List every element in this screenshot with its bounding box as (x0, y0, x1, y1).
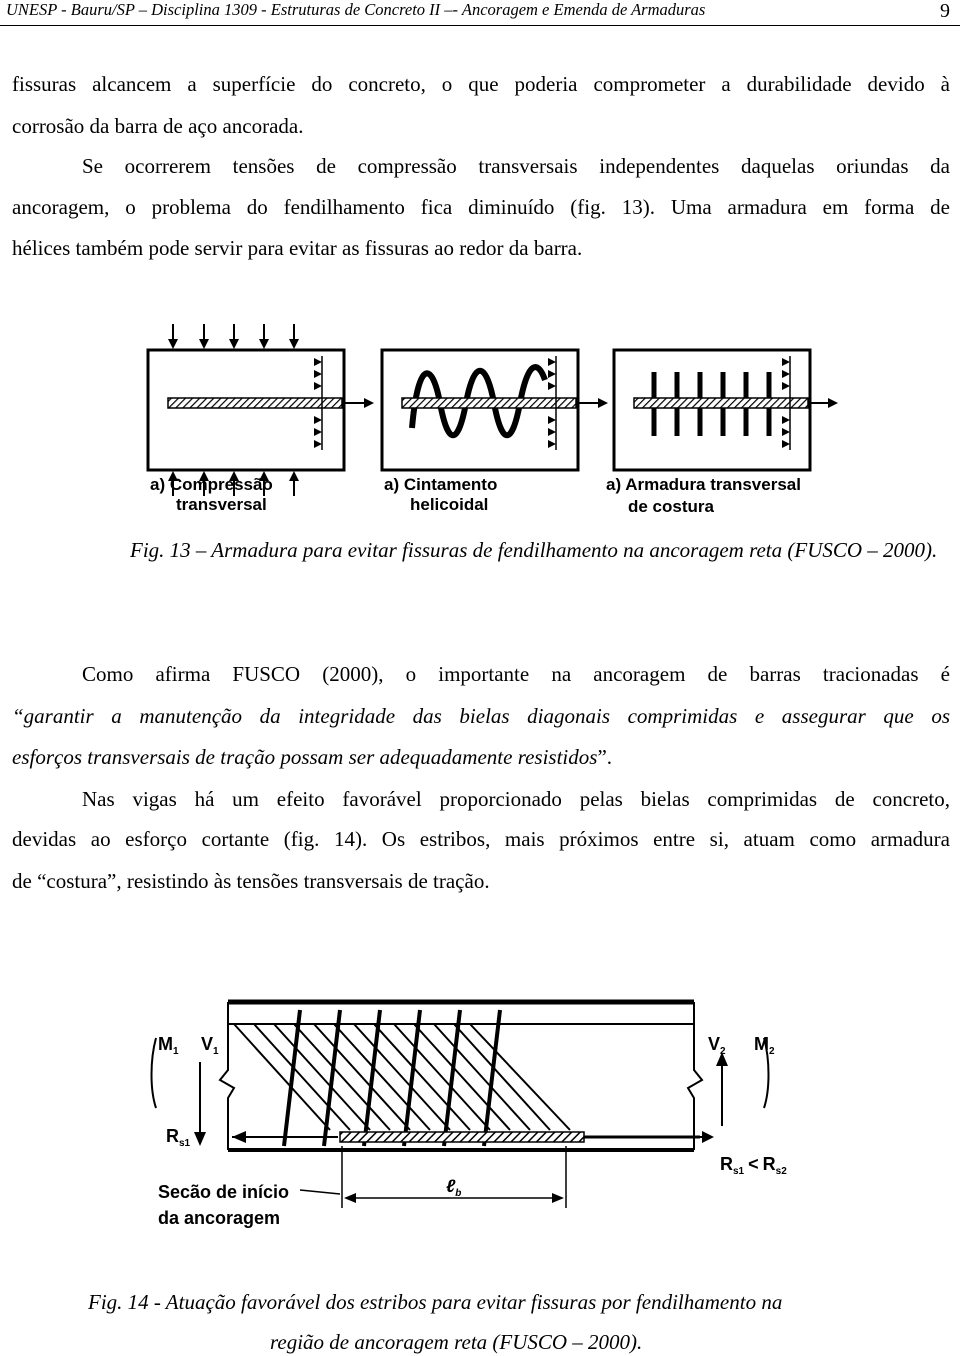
paragraph1-line2: corrosão da barra de aço ancorada. (12, 114, 304, 138)
page-header (0, 0, 960, 22)
fig13-label-2a: a) Cintamento (384, 475, 498, 494)
fig14-rs-compare-label: $R_{s1} < R_{s2}$ (720, 1154, 787, 1177)
fig13-label-1b: transversal (176, 495, 267, 514)
paragraph3-closing: ”. (597, 745, 613, 769)
paragraph3-line3 (12, 745, 950, 769)
fig14-section-label-1: Secão de início (158, 1182, 290, 1202)
header-rule (0, 25, 960, 26)
paragraph3-line1: Como afirma FUSCO (2000), o importante na ancoragem de barras tracionadas é (82, 662, 950, 686)
paragraph2-line1: Se ocorrerem tensões de compressão transversais independentes daquelas oriundas da (82, 154, 950, 178)
paragraph4-line2: devidas ao esforço cortante (fig. 14). Os estribos, mais próximos entre si, atuam como armadura (12, 827, 950, 851)
paragraph1-line1: fissuras alcancem a superfície do concreto, o que poderia comprometer a durabilidade devido à (12, 72, 950, 96)
fig13-label-1a: a) Compressão (150, 475, 273, 494)
fig14-rs1-label: $R_{s1}$ (166, 1126, 191, 1149)
fig14-lb-right-head (552, 1193, 564, 1203)
figure-13-drawing (0, 300, 960, 530)
figure-14-caption-line1: Fig. 14 - Atuação favorável dos estribos para evitar fissuras por fendilhamento na (88, 1290, 783, 1314)
fig14-struts (234, 1024, 570, 1130)
fig13-label-3a: a) Armadura transversal (606, 475, 801, 494)
fig14-lb-left-head (344, 1193, 356, 1203)
figure-14-drawing (0, 990, 960, 1240)
paragraph4-line1: Nas vigas há um efeito favorável proporcionado pelas bielas comprimidas de concreto, (82, 787, 950, 811)
fig14-lb-label: ℓ$_b$ (446, 1176, 462, 1199)
fig14-v1-arrowhead (194, 1132, 206, 1146)
fig14-bar (340, 1132, 584, 1142)
fig13-panel-helical (382, 350, 606, 470)
fig14-v2-label: $V_2$ (708, 1034, 726, 1057)
fig14-stirrups (284, 1010, 500, 1146)
paragraph3-line2: “garantir a manutenção da integridade das bielas diagonais comprimidas e assegurar que os (12, 704, 950, 728)
fig13-panel-stitching (614, 350, 836, 470)
paragraph3-quote-end: esforços transversais de tração possam ser adequadamente resistidos (12, 745, 598, 769)
fig13-label-3b: de costura (628, 497, 714, 516)
fig14-rs1-arrowhead (232, 1131, 246, 1143)
figure-14-caption-line2: região de ancoragem reta (FUSCO – 2000). (270, 1330, 643, 1354)
paragraph2-line2: ancoragem, o problema do fendilhamento fica diminuído (fig. 13). Uma armadura em forma de (12, 195, 950, 219)
fig13-panel-compression (148, 324, 372, 496)
fig13-label-2b: helicoidal (410, 495, 489, 514)
page-number: 9 (940, 0, 950, 22)
header-title: UNESP - Bauru/SP – Disciplina 1309 - Estruturas de Concreto II –- Ancoragem e Emenda de Armaduras (6, 0, 706, 19)
fig14-m1-arc (152, 1038, 157, 1108)
fig14-m2-label: $M_2$ (754, 1034, 775, 1057)
paragraph2-line3: hélices também pode servir para evitar as fissuras ao redor da barra. (12, 236, 583, 260)
fig14-m1-label: $M_1$ (158, 1034, 179, 1057)
fig14-section-leader (300, 1190, 340, 1194)
fig14-v1-label: $V_1$ (201, 1034, 219, 1057)
paragraph4-line3: de “costura”, resistindo às tensões transversais de tração. (12, 869, 490, 893)
figure-13-caption: Fig. 13 – Armadura para evitar fissuras de fendilhamento na ancoragem reta (FUSCO – 2000). (130, 538, 938, 562)
fig14-section-label-2: da ancoragem (158, 1208, 281, 1228)
